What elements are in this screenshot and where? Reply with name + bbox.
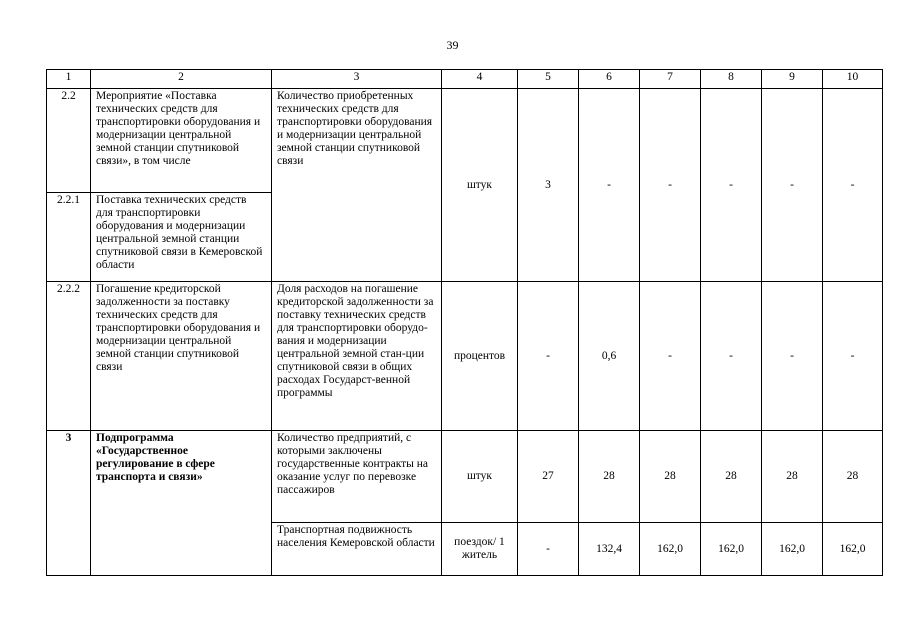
indicator-name: Количество приобретенных технических средств для транспортировки оборудования и модернизации центральной земной станции спутниковой связи (272, 89, 442, 282)
value-cell: - (640, 282, 701, 431)
table-row (47, 89, 883, 193)
value-cell: - (762, 282, 823, 431)
header-cell: 5 (518, 70, 579, 89)
table-row (47, 282, 883, 431)
header-cell: 4 (442, 70, 518, 89)
value-cell: 28 (701, 431, 762, 523)
value-cell: 162,0 (823, 523, 883, 576)
value-cell: 28 (823, 431, 883, 523)
value-cell: 28 (579, 431, 640, 523)
row-number: 3 (47, 431, 91, 576)
value-cell: - (640, 89, 701, 282)
unit-cell: поездок/ 1 житель (442, 523, 518, 576)
value-cell: - (518, 282, 579, 431)
value-cell: 28 (640, 431, 701, 523)
header-row (47, 70, 883, 89)
value-cell: - (579, 89, 640, 282)
header-cell: 9 (762, 70, 823, 89)
indicators-table (46, 69, 883, 576)
value-cell: 28 (762, 431, 823, 523)
unit-cell: штук (442, 431, 518, 523)
row-number: 2.2 (47, 89, 91, 193)
value-cell: - (823, 89, 883, 282)
header-cell: 1 (47, 70, 91, 89)
activity-name: Погашение кредиторской задолженности за поставку технических средств для транспортировки оборудования и модернизации центральной земной станции спутниковой связи (91, 282, 272, 431)
value-cell: 162,0 (640, 523, 701, 576)
header-cell: 2 (91, 70, 272, 89)
indicator-name: Транспортная подвижность населения Кемеровской области (272, 523, 442, 576)
value-cell: - (701, 89, 762, 282)
activity-name: Мероприятие «Поставка технических средств для транспортировки оборудования и модернизации центральной земной станции спутниковой связи», в том числе (91, 89, 272, 193)
table-row (47, 431, 883, 523)
unit-cell: процентов (442, 282, 518, 431)
value-cell: 162,0 (701, 523, 762, 576)
value-cell: - (518, 523, 579, 576)
indicator-name: Количество предприятий, с которыми заключены государственные контракты на оказание услуг по перевозке пассажиров (272, 431, 442, 523)
value-cell: 27 (518, 431, 579, 523)
value-cell: 3 (518, 89, 579, 282)
header-cell: 8 (701, 70, 762, 89)
subprogram-name: Подпрограмма «Государственное регулирование в сфере транспорта и связи» (91, 431, 272, 576)
header-cell: 7 (640, 70, 701, 89)
value-cell: - (823, 282, 883, 431)
value-cell: 0,6 (579, 282, 640, 431)
value-cell: - (762, 89, 823, 282)
indicator-name: Доля расходов на погашение кредиторской задолженности за поставку технических средств для транспортировки оборудо-вания и модернизации центральной земной стан-ции спутниковой связи в общих расходах Государст-венной программы (272, 282, 442, 431)
unit-cell: штук (442, 89, 518, 282)
row-number: 2.2.1 (47, 193, 91, 282)
page-number: 39 (446, 38, 459, 52)
value-cell: - (701, 282, 762, 431)
header-cell: 10 (823, 70, 883, 89)
activity-name: Поставка технических средств для транспортировки оборудования и модернизации центральной земной станции спутниковой связи в Кемеровской области (91, 193, 272, 282)
header-cell: 6 (579, 70, 640, 89)
value-cell: 132,4 (579, 523, 640, 576)
row-number: 2.2.2 (47, 282, 91, 431)
header-cell: 3 (272, 70, 442, 89)
value-cell: 162,0 (762, 523, 823, 576)
